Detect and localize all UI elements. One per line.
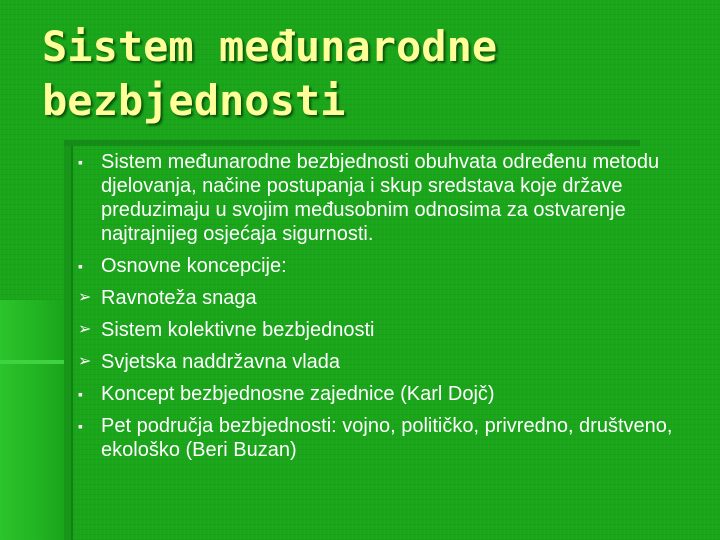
- list-item: [78, 350, 708, 374]
- bullet-list: [78, 150, 708, 462]
- decorative-vertical-bar: [64, 146, 73, 540]
- square-bullet-icon: ▪: [78, 386, 83, 402]
- arrow-bullet-icon: ➢: [78, 289, 92, 306]
- slide-title: Sistem međunarodne bezbjednosti: [42, 22, 498, 125]
- bullet-text: Osnovne koncepcije:: [101, 255, 287, 277]
- decorative-line: [0, 360, 64, 364]
- square-bullet-icon: ▪: [78, 258, 83, 274]
- decorative-corner-panel: [0, 300, 64, 540]
- arrow-bullet-icon: ➢: [78, 353, 92, 370]
- list-item: [78, 286, 708, 310]
- bullet-text: Sistem međunarodne bezbjednosti obuhvata određenu metodu djelovanja, načine postupanja i skup sredstava koje države preduzimaju u svojim međusobnim odnosima za ostvarenje najtrajnijeg osjećaja sigurnosti.: [101, 151, 660, 245]
- list-item: [78, 254, 708, 278]
- slide-content: [78, 150, 708, 470]
- list-item: [78, 318, 708, 342]
- square-bullet-icon: ▪: [78, 418, 83, 434]
- square-bullet-icon: ▪: [78, 154, 83, 170]
- list-item: [78, 150, 708, 246]
- bullet-text: Sistem kolektivne bezbjednosti: [101, 319, 375, 341]
- bullet-text: Koncept bezbjednosne zajednice (Karl Dojč): [101, 383, 495, 405]
- list-item: [78, 382, 708, 406]
- bullet-text: Ravnoteža snaga: [101, 287, 257, 309]
- decorative-top-bar: [64, 140, 640, 146]
- bullet-text: Svjetska naddržavna vlada: [101, 351, 341, 373]
- bullet-text: Pet područja bezbjednosti: vojno, političko, privredno, društveno, ekološko (Beri Buzan): [101, 415, 673, 461]
- list-item: [78, 414, 708, 462]
- arrow-bullet-icon: ➢: [78, 321, 92, 338]
